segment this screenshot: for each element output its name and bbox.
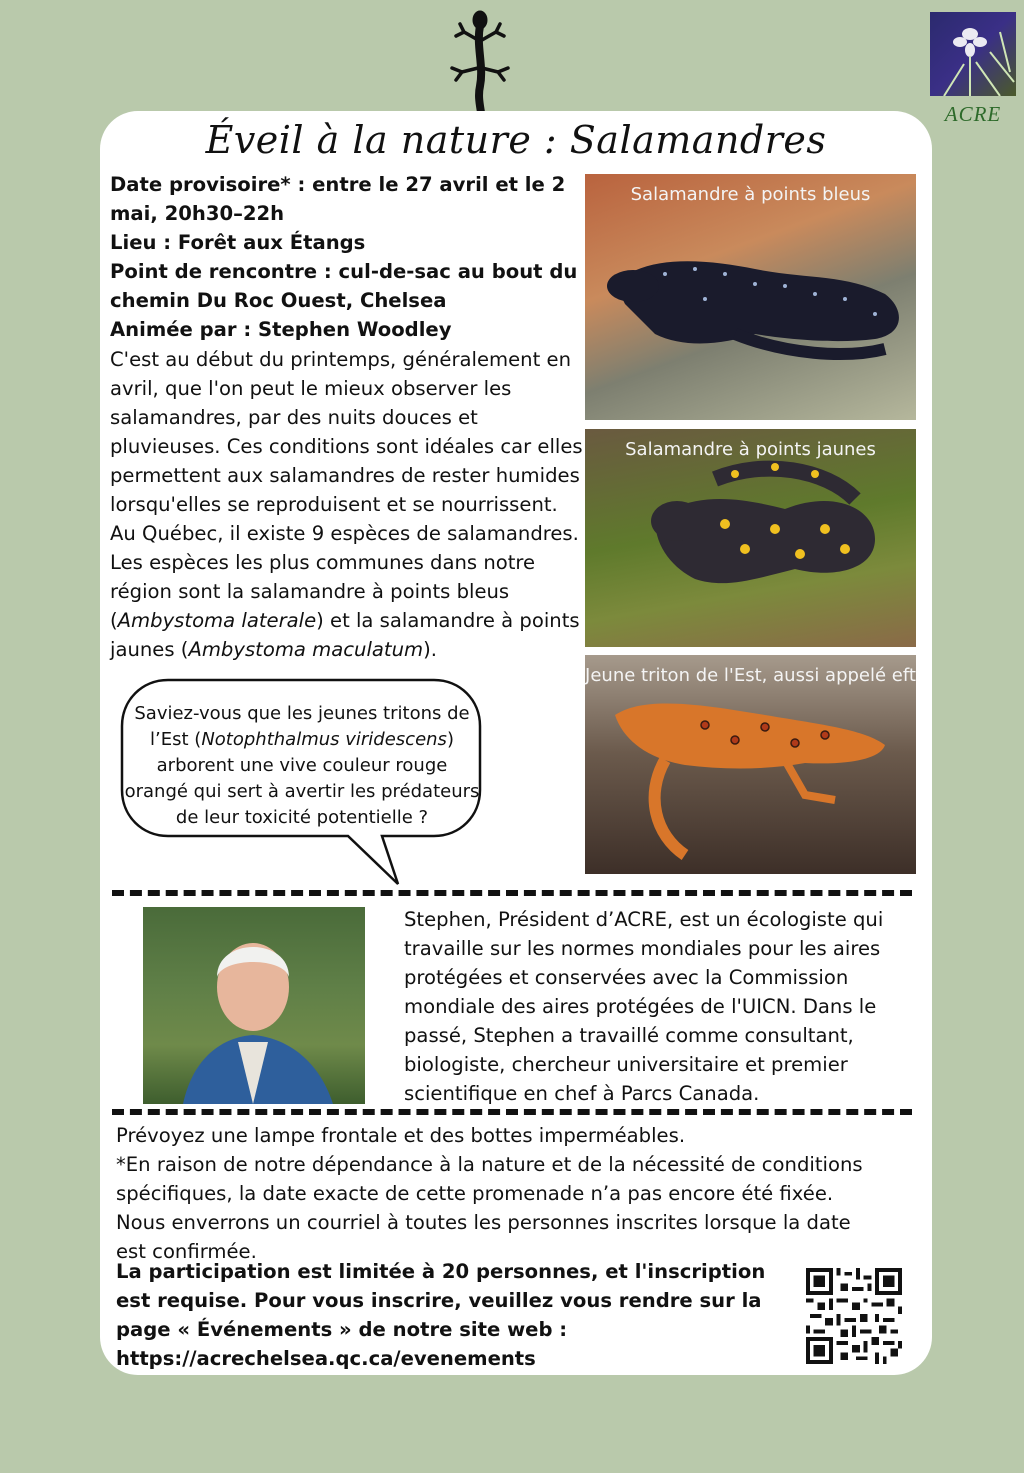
photo-red-eft — [585, 655, 916, 874]
photo-stephen-woodley — [143, 907, 365, 1104]
logo-text: ACRE — [944, 102, 1002, 126]
qr-code[interactable] — [806, 1268, 902, 1364]
intro-paragraph-1: C'est au début du printemps, généralement en avril, que l'on peut le mieux observer les salamandres, par des nuits douces et pluvieuses. Ces conditions sont idéales car elles permettent aux salamandres de rester humides lorsqu'elles se reproduisent et se nourrissent. — [110, 348, 583, 516]
bubble-text-a: Saviez-vous que les jeunes tritons de l’Est ( — [134, 703, 470, 750]
page-title: Éveil à la nature : Salamandres — [205, 118, 827, 162]
species-name-notophthalmus: Notophthalmus viridescens — [201, 729, 447, 750]
speaker-bio: Stephen, Président d’ACRE, est un écologiste qui travaille sur les normes mondiales pour les aires protégées et conservées avec la Commission mondiale des aires protégées de l'UICN. Dans le passé, Stephen a travaillé comme consultant, biologiste, chercheur universitaire et premier scientifique en chef à Parcs Canada. — [404, 908, 884, 1105]
photo-caption: Salamandre à points bleus — [630, 184, 871, 205]
logo-iris-image — [930, 12, 1016, 96]
event-location: Lieu : Forêt aux Étangs — [110, 231, 366, 254]
photo-caption: Jeune triton de l'Est, aussi appelé eft — [585, 665, 916, 686]
registration-info — [116, 1257, 796, 1373]
intro-paragraph-2 — [110, 519, 585, 664]
intro-p2-part-a: Au Québec, il existe 9 espèces de salamandres. Les espèces les plus communes dans notre région sont la salamandre à points bleus ( — [110, 522, 579, 632]
species-name-laterale: Ambystoma laterale — [117, 609, 317, 632]
date-note: *En raison de notre dépendance à la nature et de la nécessité de conditions spécifiques, la date exacte de cette promenade n’a pas encore été fixée. Nous enverrons un courriel à toutes les personnes inscrites lorsque la date est confirmée. — [116, 1153, 863, 1263]
species-name-maculatum: Ambystoma maculatum — [188, 638, 424, 661]
event-date: Date provisoire* : entre le 27 avril et le 2 mai, 20h30–22h — [110, 173, 566, 225]
bubble-text-b: ) arborent une vive couleur rouge orangé qui sert à avertir les prédateurs de leur toxicité potentielle ? — [124, 729, 480, 828]
speech-bubble-text — [124, 701, 480, 831]
equipment-note: Prévoyez une lampe frontale et des bottes imperméables. — [116, 1124, 686, 1147]
footer-notes — [116, 1121, 886, 1266]
intro-text — [110, 345, 585, 664]
divider-bottom — [112, 1109, 912, 1115]
divider-top — [112, 890, 912, 896]
registration-url[interactable]: https://acrechelsea.qc.ca/evenements — [116, 1347, 536, 1370]
photo-spotted-salamander — [585, 429, 916, 647]
intro-p2-part-c: ). — [423, 638, 437, 661]
event-host: Animée par : Stephen Woodley — [110, 318, 452, 341]
event-info — [110, 170, 580, 344]
event-meeting-point: Point de rencontre : cul-de-sac au bout du chemin Du Roc Ouest, Chelsea — [110, 260, 578, 312]
acre-logo — [928, 12, 1018, 126]
registration-text: La participation est limitée à 20 personnes, et l'inscription est requise. Pour vous inscrire, veuillez vous rendre sur la page « Événements » de notre site web : — [116, 1260, 766, 1341]
intro-p2-part-b: ) et la salamandre à points jaunes ( — [110, 609, 580, 661]
photo-caption: Salamandre à points jaunes — [625, 439, 876, 460]
photo-blue-spotted-salamander — [585, 174, 916, 420]
